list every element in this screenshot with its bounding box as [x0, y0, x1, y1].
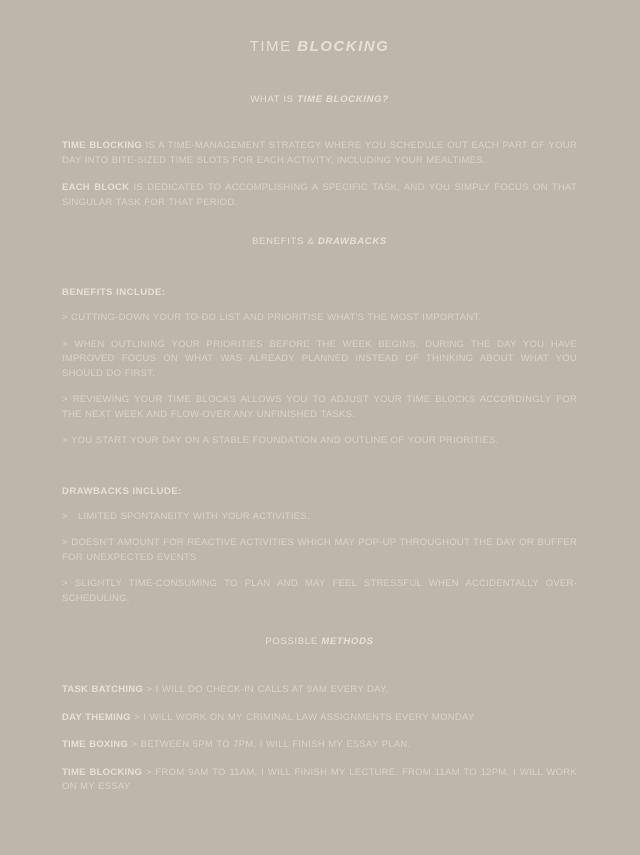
benefits-label: BENEFITS INCLUDE: — [62, 287, 166, 298]
method-item-task-batching — [62, 683, 577, 698]
intro-paragraph-1: TIME BLOCKING IS A TIME-MANAGEMENT STRATEGY WHERE YOU SCHEDULE OUT EACH PART OF YOUR DAY INTO BITE-SIZED TIME SLOTS FOR EACH ACTIVITY, INCLUDING YOUR MEALTIMES. — [62, 140, 577, 166]
method-desc: > BETWEEN 5PM TO 7PM, I WILL FINISH MY ESSAY PLAN. — [131, 739, 411, 750]
method-item-time-blocking — [62, 766, 577, 795]
drawback-item-2: > DOESN'T AMOUNT FOR REACTIVE ACTIVITIES WHICH MAY POP-UP THROUGHOUT THE DAY OR BUFFER FOR UNEXPECTED EVENTS — [62, 537, 577, 563]
drawback-item-3: > SLIGHTLY TIME-CONSUMING TO PLAN AND MAY FEEL STRESSFUL WHEN ACCIDENTALLY OVER-SCHEDULING. — [62, 578, 577, 604]
methods-list — [62, 683, 577, 795]
method-label: TIME BLOCKING — [62, 766, 143, 778]
benefit-item-4: > YOU START YOUR DAY ON A STABLE FOUNDATION AND OUTLINE OF YOUR PRIORITIES. — [62, 435, 499, 446]
method-desc: > FROM 9AM TO 11AM, I WILL FINISH MY LECTURE. FROM 11AM TO 12PM, I WILL WORK ON MY ESSAY — [62, 766, 578, 792]
method-desc: > I WILL DO CHECK-IN CALLS AT 9AM EVERY DAY. — [146, 684, 389, 695]
drawbacks-label: DRAWBACKS INCLUDE: — [62, 485, 182, 497]
benefit-item-3: > REVIEWING YOUR TIME BLOCKS ALLOWS YOU TO ADJUST YOUR TIME BLOCKS ACCORDINGLY FOR THE NEXT WEEK AND FLOW-OVER ANY UNFINISHED TASKS. — [62, 394, 577, 420]
method-label: TIME BOXING — [62, 739, 129, 750]
benefit-item-1: > CUTTING-DOWN YOUR TO-DO LIST AND PRIORITISE WHAT'S THE MOST IMPORTANT. — [62, 312, 482, 323]
intro-paragraph-2: EACH BLOCK IS DEDICATED TO ACCOMPLISHING A SPECIFIC TASK, AND YOU SIMPLY FOCUS ON THAT SINGULAR TASK FOR THAT PERIOD. — [62, 182, 577, 208]
method-label: DAY THEMING — [62, 711, 131, 723]
section-heading-what-is: WHAT IS TIME BLOCKING? — [250, 94, 389, 105]
method-item-time-boxing — [62, 738, 577, 753]
section-heading-benefits-drawbacks: BENEFITS & DRAWBACKS — [252, 236, 387, 247]
method-desc: > I WILL WORK ON MY CRIMINAL LAW ASSIGNMENTS EVERY MONDAY — [134, 711, 475, 723]
method-label: TASK BATCHING — [62, 684, 143, 695]
method-item-day-theming — [62, 711, 577, 726]
page-title: TIME BLOCKING — [249, 38, 390, 55]
section-heading-possible-methods: POSSIBLE METHODS — [265, 636, 374, 647]
drawback-item-1: > LIMITED SPONTANEITY WITH YOUR ACTIVITIES. — [62, 510, 310, 522]
benefit-item-2: > WHEN OUTLINING YOUR PRIORITIES BEFORE THE WEEK BEGINS. DURING THE DAY YOU HAVE IMPROVED FOCUS ON WHAT WAS ALREADY PLANNED INSTEAD OF THINKING ABOUT WHAT YOU SHOULD DO FIRST. — [62, 338, 577, 379]
